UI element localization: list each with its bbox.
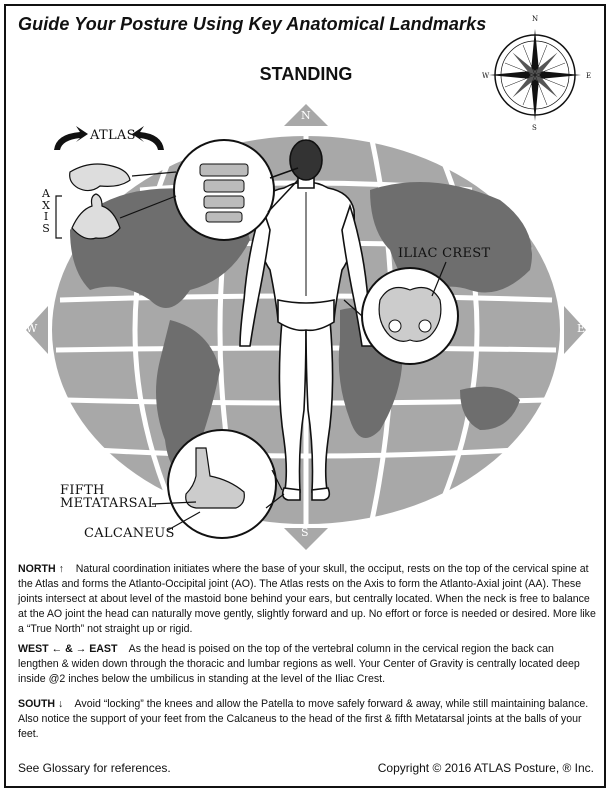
south-body: Avoid “locking” the knees and allow the Patella to move safely forward & away, while still maintaining balance. Also notice the support of your feet from the Calcaneus to the head of the first & fifth Metatarsal joints at the balls of your feet.: [18, 698, 589, 740]
north-heading: NORTH: [18, 563, 56, 575]
globe-w-label: W: [26, 322, 38, 335]
iliac-crest-label: ILIAC CREST: [398, 246, 491, 261]
copyright-note: Copyright © 2016 ATLAS Posture, ® Inc.: [377, 761, 594, 775]
globe-n-label: N: [301, 109, 311, 122]
compass-s-label: S: [532, 124, 538, 132]
south-arrow-icon: ↓: [58, 698, 64, 710]
axis-label: A X I S: [42, 187, 50, 235]
west-east-body: As the head is poised on the top of the vertebral column in the cervical region the back can lengthen & widen down through the thoracic and lumbar regions as well. Your Center of Gravity is centrally located deep inside @2 inches below the umbilicus in standing at the level of the Iliac Crest.: [18, 643, 580, 685]
north-section: [18, 562, 596, 637]
compass-e-label: E: [586, 72, 592, 80]
fifth-metatarsal-label-2: METATARSAL: [60, 496, 157, 511]
atlas-label: ATLAS: [90, 128, 136, 143]
compass-rose: [489, 29, 581, 121]
glossary-note: See Glossary for references.: [18, 761, 171, 775]
compass-w-label: W: [482, 72, 490, 80]
calcaneus-label: CALCANEUS: [84, 526, 175, 541]
south-section: [18, 697, 596, 742]
south-heading: SOUTH: [18, 698, 56, 710]
west-east-heading: WEST ← & → EAST: [18, 643, 118, 655]
fifth-metatarsal-label-1: FIFTH: [60, 483, 105, 498]
globe-s-label: S: [301, 526, 309, 539]
page-subtitle: STANDING: [259, 64, 353, 84]
compass-n-label: N: [532, 15, 539, 23]
page-title: Guide Your Posture Using Key Anatomical Landmarks: [18, 14, 487, 34]
globe-e-label: E: [577, 322, 586, 335]
north-body: Natural coordination initiates where the base of your skull, the occiput, rests on the top of the cervical spine at the Atlas and forms the Atlanto-Occipital joint (AO). The Atlas rests on the Axis to form the Atlanto-Axial joint (AA). These joints intersect at about level of the mastoid bone behind your ears, but centrally located. When the neck is free to balance at the AO joint the head can naturally move gently, slightly forward and up. No effort or force is needed or desired. More like a “True North” not straight up or rigid.: [18, 563, 596, 635]
west-east-section: [18, 642, 596, 687]
north-arrow-icon: ↑: [58, 563, 64, 575]
